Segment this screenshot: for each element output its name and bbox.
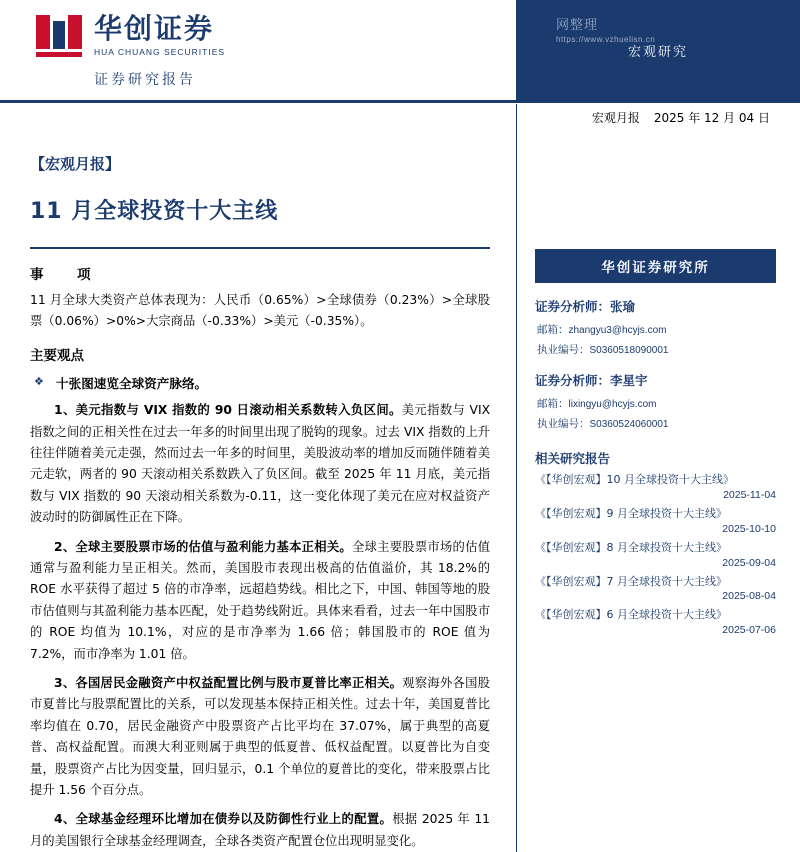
numbered-paragraph-1 <box>30 400 490 528</box>
related-report-title[interactable]: 《【华创宏观】9 月全球投资十大主线》 <box>535 506 727 520</box>
related-report-item[interactable] <box>535 541 776 569</box>
analyst-2-license-row <box>535 416 776 431</box>
header-watermark-url: https://www.vzhuelisn.cn <box>556 35 656 44</box>
header-banner-text: 宏观研究 <box>627 44 688 60</box>
analyst-1-email-row <box>535 322 776 337</box>
related-report-item[interactable] <box>535 507 776 535</box>
analyst-2-email[interactable]: lixingyu@hcyjs.com <box>568 399 657 410</box>
date-bar-date: 2025 年 12 月 04 日 <box>653 110 770 125</box>
analyst-2-license-label: 执业编号： <box>537 418 590 430</box>
related-report-title[interactable]: 《【华创宏观】6 月全球投资十大主线》 <box>535 608 727 622</box>
related-report-date: 2025-11-04 <box>723 488 776 501</box>
analyst-2-email-label: 邮箱： <box>537 398 569 410</box>
paragraph-3-lead: 3、各国居民金融资产中权益配置比例与股市夏普比率正相关。 <box>54 675 403 690</box>
analyst-2-email-row <box>535 396 776 411</box>
section-heading-views: 主要观点 <box>30 348 84 365</box>
related-report-date: 2025-10-10 <box>722 522 776 535</box>
section-body-matters: 11 月全球大类资产总体表现为：人民币（0.65%）>全球债券（0.23%）>全球股票（0.06%）>0%>大宗商品（-0.33%）>美元（-0.35%）。 <box>30 293 490 329</box>
diamond-bullet-icon: ❖ <box>34 375 44 389</box>
analyst-1-license-row <box>535 342 776 357</box>
institute-banner: 华创证券研究所 <box>535 249 776 283</box>
analyst-2-heading <box>535 371 776 389</box>
header-watermark-label: 网整理 <box>556 18 599 33</box>
bullet-item <box>30 373 490 392</box>
related-report-item[interactable] <box>535 575 776 603</box>
header-brand-area <box>0 0 516 100</box>
related-report-date: 2025-08-04 <box>722 590 776 603</box>
page-title: 11 月全球投资十大主线 <box>30 199 279 224</box>
paragraph-1-lead: 1、美元指数与 VIX 指数的 90 日滚动相关系数转入负区间。 <box>54 403 402 418</box>
related-report-title[interactable]: 《【华创宏观】7 月全球投资十大主线》 <box>535 574 727 588</box>
date-bar <box>0 103 800 131</box>
company-logo <box>36 12 516 57</box>
bullet-label: 十张图速览全球资产脉络。 <box>56 376 208 392</box>
paragraph-1-rest: 美元指数与 VIX 指数之间的正相关性在过去一年多的时间里出现了脱钩的现象。过去 VIX 指数的上升往往伴随着美元走强，然而过去一年多的时间里，美股波动率的增加反而随伴随着美元走软，两者的 90 天滚动相关系数跌入了负区间。截至 2025 年 11 月底，美元指数与 VIX 指数的 90 天滚动相关系数为-0.11，这一变化体现了美元在应对权益资产波动时的防御属性正在下降。 <box>30 403 490 525</box>
related-report-title[interactable]: 《【华创宏观】8 月全球投资十大主线》 <box>535 540 727 554</box>
related-report-date: 2025-09-04 <box>722 556 776 569</box>
header-banner <box>516 0 800 100</box>
numbered-paragraph-2 <box>30 537 490 665</box>
analyst-block-2 <box>535 371 776 431</box>
numbered-paragraph-3 <box>30 673 490 801</box>
analyst-2-name: 李星宇 <box>610 373 648 388</box>
related-report-item[interactable] <box>535 608 776 636</box>
related-report-item[interactable] <box>535 473 776 501</box>
paragraph-4-lead: 4、全球基金经理环比增加在债券以及防御性行业上的配置。 <box>54 812 393 827</box>
related-report-title[interactable]: 《【华创宏观】10 月全球投资十大主线》 <box>535 473 734 486</box>
logo-mark-icon <box>36 15 82 57</box>
paragraph-4-rest: 根据 2025 年 11 月的美国银行全球基金经理调查，全球各类资产配置仓位出现明显变化。 <box>30 812 491 848</box>
section-heading-matters: 事 项 <box>30 267 101 283</box>
analyst-1-email[interactable]: zhangyu3@hcyjs.com <box>568 325 667 336</box>
numbered-paragraph-4 <box>30 809 490 852</box>
analyst-2-role: 证券分析师： <box>535 373 611 388</box>
main-column <box>0 131 516 852</box>
page-body <box>0 131 800 852</box>
report-type-label: 证券研究报告 <box>94 72 196 88</box>
analyst-block-1 <box>535 297 776 357</box>
paragraph-3-rest: 观察海外各国股市夏普比与股票配置比的关系，可以发现基本保持正相关性。过去十年，美国夏普比率均值在 0.70，居民金融资产中股票资产占比平均在 37.07%，属于典型的高夏普、高权益配置。而澳大利亚则属于典型的低夏普、低权益配置。以夏普比为自变量，股票资产占比为因变量，回归显示，0.1 个单位的夏普比的变化，带来股票占比提升 1.56 个百分点。 <box>30 675 490 797</box>
related-report-date: 2025-07-06 <box>722 624 776 637</box>
report-kicker: 【宏观月报】 <box>30 155 121 173</box>
title-divider <box>30 247 490 249</box>
analyst-1-heading <box>535 297 776 315</box>
sidebar <box>516 131 800 852</box>
analyst-1-email-label: 邮箱： <box>537 324 569 336</box>
paragraph-2-rest: 全球主要股票市场的估值通常与盈利能力呈正相关。然而，美国股市表现出极高的估值溢价，其 18.2%的 ROE 水平获得了超过 5 倍的市净率，远超趋势线。相比之下，中国、韩国等地的股市估值则与其盈利能力基本匹配，处于趋势线附近。具体来看看，过去一年中国股市的 ROE 均值为 10.1%，对应的是市净率为 1.66 倍；韩国股市的 ROE 值为 7.2%，而市净率为 1.01 倍。 <box>30 539 490 661</box>
page-header <box>0 0 800 100</box>
header-watermark <box>556 14 655 44</box>
analyst-1-name: 张瑜 <box>610 299 636 314</box>
analyst-1-license: S0360518090001 <box>589 345 669 356</box>
analyst-1-role: 证券分析师： <box>535 299 611 314</box>
paragraph-2-lead: 2、全球主要股票市场的估值与盈利能力基本正相关。 <box>54 539 352 554</box>
related-reports-heading: 相关研究报告 <box>535 451 611 466</box>
company-name-cn: 华创证券 <box>94 12 215 45</box>
company-name-en: HUA CHUANG SECURITIES <box>94 47 226 57</box>
analyst-1-license-label: 执业编号： <box>537 344 590 356</box>
analyst-2-license: S0360524060001 <box>589 419 669 430</box>
date-bar-label: 宏观月报 <box>591 110 640 125</box>
